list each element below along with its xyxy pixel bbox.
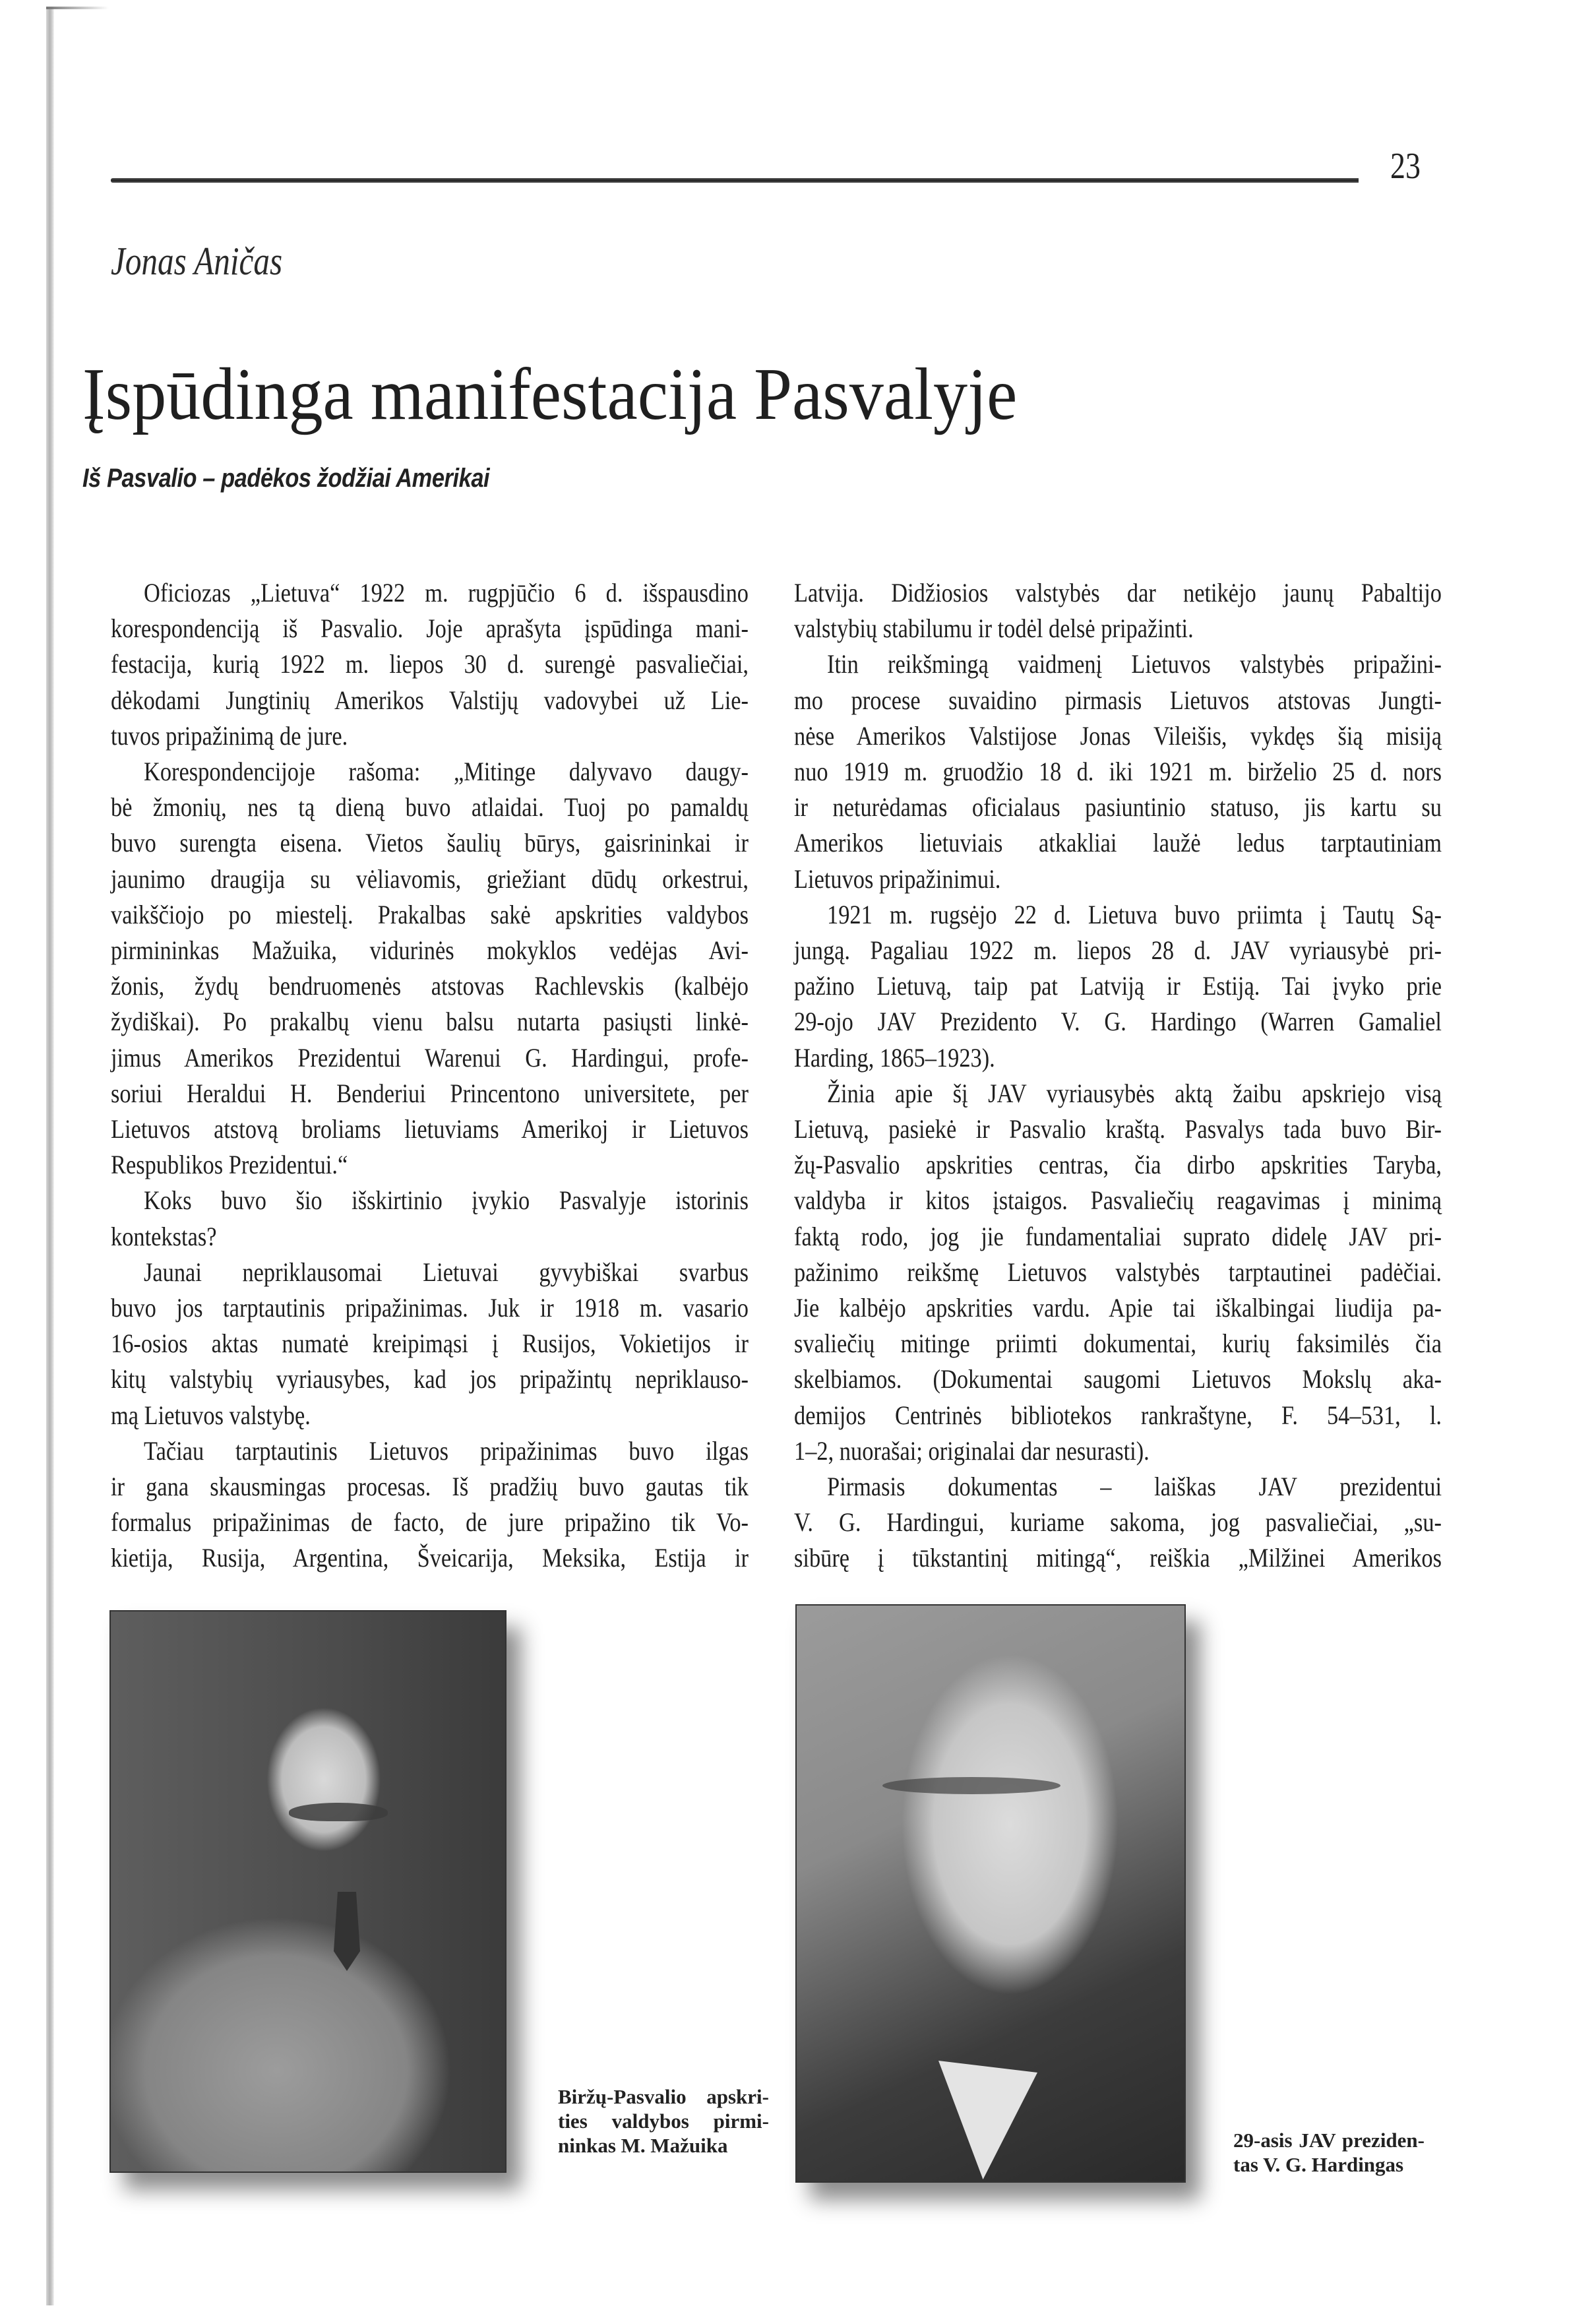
text-line xyxy=(111,1076,749,1111)
photo-caption-mazuika xyxy=(558,2084,769,2158)
text-line xyxy=(111,1004,749,1040)
text-line xyxy=(111,683,749,718)
text-column-right xyxy=(794,575,1442,1577)
portrait-photo-harding xyxy=(795,1604,1186,2183)
paragraph-first-line xyxy=(111,1255,749,1290)
paragraph-first-line xyxy=(111,1183,749,1218)
text-line-content: Itin reikšmingą vaidmenį Lietuvos valstybės pripažini- xyxy=(827,649,1442,679)
text-line-content: 16-osios aktas numatė kreipimąsi į Rusijos, Vokietijos ir xyxy=(111,1328,749,1359)
page-corner-edge xyxy=(46,7,109,9)
text-line-content: pirmininkas Mažuika, vidurinės mokyklos vedėjas Avi- xyxy=(111,935,749,966)
text-line xyxy=(794,933,1442,968)
text-line xyxy=(111,646,749,682)
text-line xyxy=(794,1398,1442,1433)
text-line xyxy=(794,1255,1442,1290)
text-line-content: Latvija. Didžiosios valstybės dar netikėjo jaunų Pabaltijo xyxy=(794,578,1442,608)
text-line-content: bė žmonių, nes tą dieną buvo atlaidai. Tuoj po pamaldų xyxy=(111,792,749,823)
text-line-content: Harding, 1865–1923). xyxy=(794,1042,995,1073)
text-line-content: kontekstas? xyxy=(111,1221,217,1251)
text-line xyxy=(794,861,1442,897)
text-line xyxy=(111,1326,749,1361)
text-line xyxy=(111,1219,749,1255)
text-line xyxy=(111,790,749,825)
text-line-content: nėse Amerikos Valstijose Jonas Vileišis, vykdęs šią misiją xyxy=(794,720,1442,751)
text-line xyxy=(111,611,749,646)
text-line xyxy=(794,1433,1442,1469)
text-line-content: soriui Heraldui H. Benderiui Princentono universitete, per xyxy=(111,1078,749,1108)
text-line-content: Korespondencijoje rašoma: „Mitinge dalyvavo daugy- xyxy=(144,757,749,787)
page-binding-edge xyxy=(46,7,54,2305)
text-line-content: jimus Amerikos Prezidentui Warenui G. Hardingui, profe- xyxy=(111,1042,749,1073)
text-line-content: Žinia apie šį JAV vyriausybės aktą žaibu apskriejo visą xyxy=(827,1078,1442,1108)
text-line-content: buvo jos tarptautinis pripažinimas. Juk ir 1918 m. vasario xyxy=(111,1293,749,1323)
text-line xyxy=(794,1004,1442,1040)
text-line-content: Koks buvo šio išskirtinio įvykio Pasvalyje istorinis xyxy=(144,1185,749,1216)
text-line xyxy=(111,968,749,1004)
text-line-content: buvo surengta eisena. Vietos šaulių būrys, gaisrininkai ir xyxy=(111,828,749,858)
author-name: Jonas Aničas xyxy=(111,239,283,283)
text-line-content: tuvos pripažinimą de jure. xyxy=(111,720,348,751)
text-line xyxy=(794,968,1442,1004)
text-line xyxy=(794,1219,1442,1255)
text-line xyxy=(794,1505,1442,1540)
caption-line: ties valdybos pirmi- xyxy=(558,2109,769,2133)
text-line xyxy=(111,1147,749,1183)
text-line-content: Tačiau tarptautinis Lietuvos pripažinimas buvo ilgas xyxy=(144,1435,749,1466)
text-line-content: valdyba ir kitos įstaigos. Pasvaliečių reagavimas į minimą xyxy=(794,1185,1442,1216)
text-line xyxy=(111,1290,749,1326)
text-line xyxy=(794,1540,1442,1576)
text-line-content: faktą rodo, jog jie fundamentaliai suprato didelę JAV pri- xyxy=(794,1221,1442,1251)
photo-detail-mustache xyxy=(289,1803,388,1821)
text-line-content: žydiškai). Po prakalbų vienu balsu nutarta pasiųsti linkė- xyxy=(111,1007,749,1037)
text-line xyxy=(794,575,1442,611)
text-line xyxy=(794,1040,1442,1076)
text-line xyxy=(794,683,1442,718)
text-line xyxy=(794,1326,1442,1361)
text-line xyxy=(794,1361,1442,1397)
photo-detail-brow xyxy=(882,1777,1060,1794)
text-line-content: Amerikos lietuviais atkakliai laužė ledus tarptautiniam xyxy=(794,828,1442,858)
text-line-content: jungą. Pagaliau 1922 m. liepos 28 d. JAV vyriausybė pri- xyxy=(794,935,1442,966)
text-line xyxy=(794,1290,1442,1326)
photo-detail-collar xyxy=(938,2061,1037,2179)
text-line-content: Respublikos Prezidentui.“ xyxy=(111,1150,348,1180)
text-line-content: ir neturėdamas oficialaus pasiuntinio statuso, jis kartu su xyxy=(794,792,1442,823)
text-line-content: sibūrę į tūkstantinį mitingą“, reiškia „Milžinei Amerikos xyxy=(794,1543,1442,1573)
paragraph-first-line xyxy=(111,575,749,611)
text-line xyxy=(794,825,1442,861)
text-line-content: korespondenciją iš Pasvalio. Joje aprašyta įspūdinga mani- xyxy=(111,613,749,644)
text-line-content: 1921 m. rugsėjo 22 d. Lietuva buvo priimta į Tautų Są- xyxy=(827,899,1442,929)
text-line-content: svaliečių mitinge priimti dokumentai, kurių faksimilės čia xyxy=(794,1328,1442,1359)
text-line-content: ir gana skausmingas procesas. Iš pradžių buvo gautas tik xyxy=(111,1472,749,1502)
text-line-content: Jie kalbėjo apskrities vardu. Apie tai iškalbingai liudija pa- xyxy=(794,1293,1442,1323)
text-line-content: žų-Pasvalio apskrities centras, čia dirbo apskrities Taryba, xyxy=(794,1150,1442,1180)
text-line xyxy=(111,825,749,861)
text-line xyxy=(111,1505,749,1540)
text-line-content: jaunimo draugija su vėliavomis, griežiant dūdų orkestrui, xyxy=(111,863,749,894)
text-line-content: Lietuvą, pasiekė ir Pasvalio kraštą. Pasvalys tada buvo Bir- xyxy=(794,1114,1442,1144)
page-number: 23 xyxy=(1390,146,1421,187)
text-line xyxy=(794,1147,1442,1183)
article-title: Įspūdinga manifestacija Pasvalyje xyxy=(82,354,1018,435)
portrait-photo-mazuika xyxy=(109,1610,506,2173)
text-line xyxy=(111,933,749,968)
photo-detail-tie xyxy=(334,1892,360,1971)
article-subtitle: Iš Pasvalio – padėkos žodžiai Amerikai xyxy=(82,464,490,493)
text-line-content: Lietuvos pripažinimui. xyxy=(794,863,1001,894)
text-line-content: Oficiozas „Lietuva“ 1922 m. rugpjūčio 6 d. išspausdino xyxy=(144,578,749,608)
text-line xyxy=(794,1111,1442,1147)
header-rule xyxy=(111,178,1359,183)
text-line-content: valstybių stabilumu ir todėl delsė pripažinti. xyxy=(794,613,1194,644)
photo-caption-harding xyxy=(1233,2128,1425,2177)
text-line xyxy=(794,790,1442,825)
text-line xyxy=(111,1540,749,1576)
text-line-content: kitų valstybių vyriausybes, kad jos pripažintų nepriklauso- xyxy=(111,1364,749,1394)
paragraph-first-line xyxy=(111,754,749,790)
text-line-content: mą Lietuvos valstybę. xyxy=(111,1400,311,1430)
caption-line: ninkas M. Mažuika xyxy=(558,2134,728,2157)
text-line xyxy=(111,1040,749,1076)
text-line xyxy=(111,718,749,754)
paragraph-first-line xyxy=(794,897,1442,933)
text-line xyxy=(111,1398,749,1433)
text-line xyxy=(111,1111,749,1147)
text-line-content: 29-ojo JAV Prezidento V. G. Hardingo (Warren Gamaliel xyxy=(794,1007,1442,1037)
text-column-left xyxy=(111,575,749,1577)
text-line xyxy=(111,861,749,897)
text-line-content: vaikščiojo po miestelį. Prakalbas sakė apskrities valdybos xyxy=(111,899,749,929)
paragraph-first-line xyxy=(794,1469,1442,1505)
paragraph-first-line xyxy=(794,646,1442,682)
text-line-content: pažinimo reikšmę Lietuvos valstybės tarptautinei padėčiai. xyxy=(794,1257,1442,1287)
text-line xyxy=(794,1183,1442,1218)
caption-line: Biržų-Pasvalio apskri- xyxy=(558,2085,769,2108)
text-line-content: mo procese suvaidino pirmasis Lietuvos atstovas Jungti- xyxy=(794,685,1442,715)
text-line-content: pažino Lietuvą, taip pat Latviją ir Estiją. Tai įvyko prie xyxy=(794,971,1442,1001)
caption-line: 29-asis JAV preziden- xyxy=(1233,2129,1425,2152)
text-line-content: Jaunai nepriklausomai Lietuvai gyvybiškai svarbus xyxy=(144,1257,749,1287)
text-line-content: skelbiamos. (Dokumentai saugomi Lietuvos Mokslų aka- xyxy=(794,1364,1442,1394)
text-line-content: formalus pripažinimas de facto, de jure pripažino tik Vo- xyxy=(111,1507,749,1538)
text-line-content: dėkodami Jungtinių Amerikos Valstijų vadovybei už Lie- xyxy=(111,685,749,715)
text-line-content: Lietuvos atstovą broliams lietuviams Amerikoj ir Lietuvos xyxy=(111,1114,749,1144)
paragraph-first-line xyxy=(111,1433,749,1469)
paragraph-first-line xyxy=(794,1076,1442,1111)
text-line xyxy=(794,754,1442,790)
text-line-content: festacija, kurią 1922 m. liepos 30 d. surengė pasvaliečiai, xyxy=(111,649,749,679)
text-line-content: žonis, žydų bendruomenės atstovas Rachlevskis (kalbėjo xyxy=(111,971,749,1001)
text-line-content: nuo 1919 m. gruodžio 18 d. iki 1921 m. birželio 25 d. nors xyxy=(794,757,1442,787)
caption-line: tas V. G. Hardingas xyxy=(1233,2153,1404,2176)
text-line-content: V. G. Hardingui, kuriame sakoma, jog pasvaliečiai, „su- xyxy=(794,1507,1442,1538)
text-line-content: Pirmasis dokumentas – laiškas JAV prezidentui xyxy=(827,1472,1442,1502)
text-line xyxy=(794,611,1442,646)
text-line-content: 1–2, nuorašai; originalai dar nesurasti). xyxy=(794,1435,1150,1466)
text-line-content: kietija, Rusija, Argentina, Šveicarija, Meksika, Estija ir xyxy=(111,1543,749,1573)
text-line xyxy=(111,897,749,933)
text-line xyxy=(111,1469,749,1505)
text-line xyxy=(794,718,1442,754)
text-line xyxy=(111,1361,749,1397)
text-line-content: demijos Centrinės bibliotekos rankraštyne, F. 54–531, l. xyxy=(794,1400,1442,1430)
